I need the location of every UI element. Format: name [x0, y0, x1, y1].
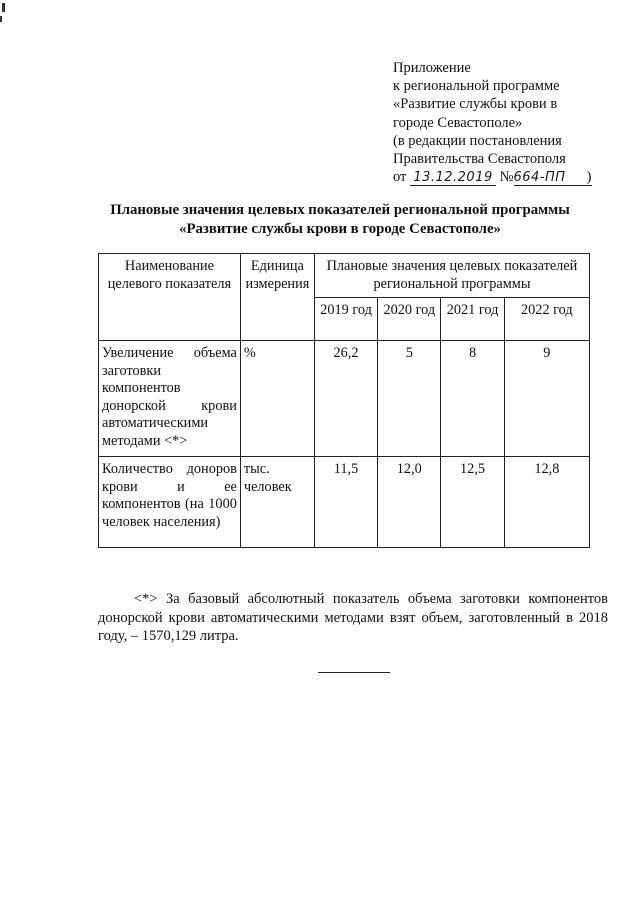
indicator-value: 12,5: [441, 457, 504, 548]
header-year: 2019 год: [314, 298, 377, 341]
indicator-name: Увеличение объема заготовки компонентов донорской крови автоматическими методами <*>: [99, 341, 241, 457]
date-field: [410, 170, 496, 186]
header-year: 2022 год: [504, 298, 589, 341]
document-title: [40, 201, 630, 239]
table-header-row: [99, 254, 590, 298]
header-unit: Единица измерения: [240, 254, 314, 341]
title-line-2: «Развитие службы крови в городе Севастополе»: [179, 221, 501, 237]
header-indicator-name: Наименование целевого показателя: [99, 254, 241, 341]
indicators-table: [98, 253, 590, 548]
indicator-value: 11,5: [314, 457, 377, 548]
appendix-block: [393, 59, 613, 186]
appendix-line: (в редакции постановления: [393, 132, 562, 149]
indicator-unit: тыс. человек: [240, 457, 314, 548]
header-year: 2021 год: [441, 298, 504, 341]
footnote: [98, 590, 608, 646]
number-field: [514, 170, 592, 186]
title-line-1: Плановые значения целевых показателей региональной программы: [110, 202, 570, 218]
footnote-text: <*> За базовый абсолютный показатель объема заготовки компонентов донорской крови автоматическими методами взят объем, заготовленный в 2018 году, – 1570,129 литра.: [98, 591, 608, 644]
indicator-value: 8: [441, 341, 504, 457]
appendix-line: Приложение: [393, 60, 471, 76]
header-planned-values: Плановые значения целевых показателей региональной программы: [314, 254, 589, 298]
scan-speck: [2, 3, 5, 12]
header-year: 2020 год: [378, 298, 441, 341]
indicator-value: 12,0: [378, 457, 441, 548]
from-label: от: [393, 169, 407, 186]
handwritten-number: 664-ПП: [513, 170, 566, 186]
appendix-line: к региональной программе: [393, 78, 560, 95]
table-row: [99, 341, 590, 457]
indicator-value: 12,8: [504, 457, 589, 548]
scan-speck: [0, 16, 2, 22]
appendix-line: «Развитие службы крови в: [393, 96, 558, 113]
indicator-value: 26,2: [314, 341, 377, 457]
appendix-line: Правительства Севастополя: [393, 151, 566, 168]
number-sign: №: [499, 169, 514, 186]
table-row: [99, 457, 590, 548]
closing-divider: [318, 672, 390, 673]
indicator-value: 9: [504, 341, 589, 457]
appendix-line: городе Севастополе»: [393, 114, 523, 131]
indicator-value: 5: [378, 341, 441, 457]
indicator-unit: %: [240, 341, 314, 457]
handwritten-date: 13.12.2019: [413, 170, 493, 186]
closing-paren: ): [586, 169, 592, 186]
indicator-name: Количество доноров крови и ее компонентов (на 1000 человек населения): [99, 457, 241, 548]
appendix-date-line: [393, 168, 613, 186]
